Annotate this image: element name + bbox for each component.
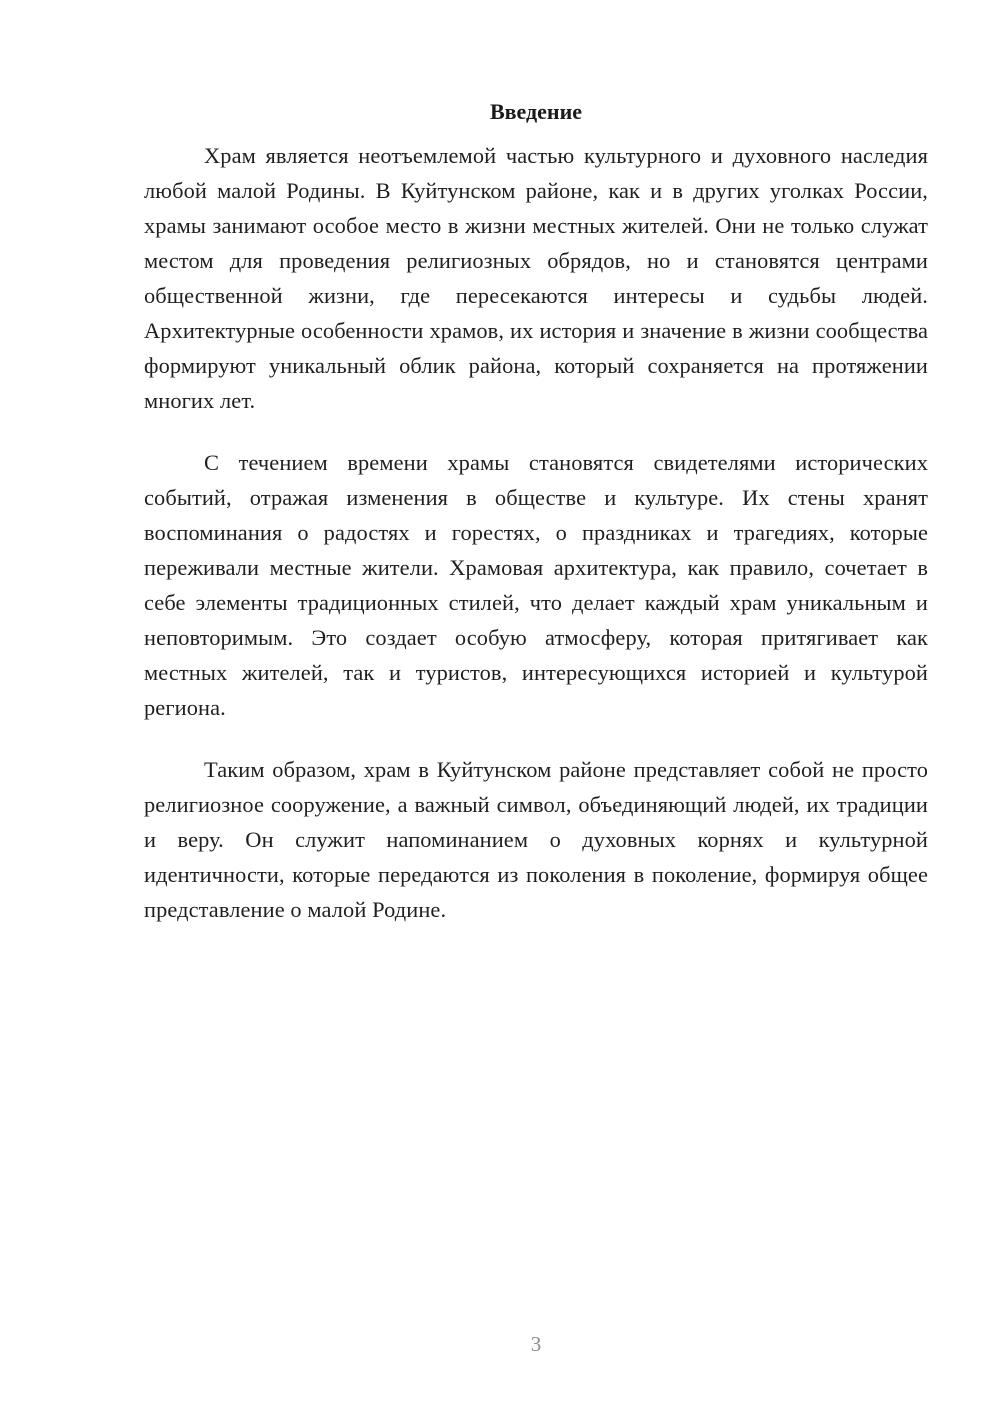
paragraph-3: Таким образом, храм в Куйтунском районе представляет собой не просто религиозное сооружение, а важный символ, объединяющий людей, их традиции и веру. Он служит напоминанием о духовных корнях и культурной идентичности, которые передаются из поколения в поколение, формируя общее представление о малой Родине. [144,757,928,922]
page-number: 3 [530,1332,542,1356]
paragraph-1: Храм является неотъемлемой частью культурного и духовного наследия любой малой Родины. В Куйтунском районе, как и в других уголках России, храмы занимают особое место в жизни местных жителей. Они не только служат местом для проведения религиозных обрядов, но и становятся центрами общественной жизни, где пересекаются интересы и судьбы людей. Архитектурные особенности храмов, их история и значение в жизни сообщества формируют уникальный облик района, который сохраняется на протяжении многих лет. [144,143,928,413]
section-title: Введение [489,99,583,124]
page-content [144,98,928,954]
paragraph-2: С течением времени храмы становятся свидетелями исторических событий, отражая изменения в обществе и культуре. Их стены хранят воспоминания о радостях и горестях, о праздниках и трагедиях, которые переживали местные жители. Храмовая архитектура, как правило, сочетает в себе элементы традиционных стилей, что делает каждый храм уникальным и неповторимым. Это создает особую атмосферу, которая притягивает как местных жителей, так и туристов, интересующихся историей и культурой региона. [144,450,928,720]
